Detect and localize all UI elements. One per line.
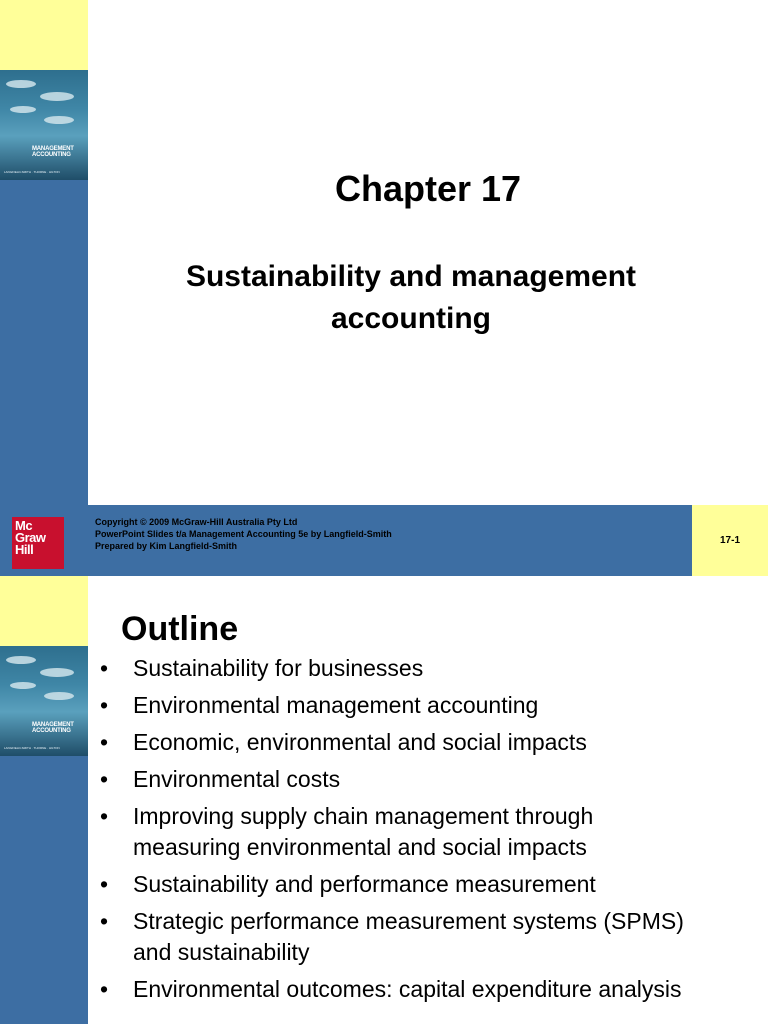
penguin-shape xyxy=(6,656,36,664)
list-item: • Environmental costs xyxy=(100,764,700,795)
penguin-shape xyxy=(40,92,74,101)
bullet-icon: • xyxy=(100,908,109,934)
bullet-icon: • xyxy=(100,729,109,755)
list-item: • Environmental outcomes: capital expenditure analysis xyxy=(100,974,700,1005)
penguin-shape xyxy=(44,116,74,124)
bullet-icon: • xyxy=(100,692,109,718)
penguin-shape xyxy=(44,692,74,700)
book-cover-image xyxy=(0,70,88,180)
bullet-icon: • xyxy=(100,871,109,897)
outline-slide xyxy=(0,576,768,1024)
bullet-icon: • xyxy=(100,803,109,829)
sidebar-yellow-band xyxy=(0,0,88,70)
list-item: • Improving supply chain management through measuring environmental and social impacts xyxy=(100,803,594,860)
list-item: • Strategic performance measurement systems (SPMS) and sustainability xyxy=(100,908,684,965)
chapter-title: Chapter 17 xyxy=(334,168,522,209)
sidebar-blue-band xyxy=(0,180,88,505)
sidebar-yellow-band xyxy=(0,576,88,646)
outline-heading: Outline xyxy=(121,610,239,648)
penguin-shape xyxy=(40,668,74,677)
logo-box: Mc Graw Hill xyxy=(12,517,64,569)
penguin-shape xyxy=(6,80,36,88)
list-item: • Sustainability and performance measurement xyxy=(100,869,700,900)
list-item: • Economic, environmental and social impacts xyxy=(100,727,700,758)
cover-title: MANAGEMENT ACCOUNTING xyxy=(32,722,74,734)
bullet-icon: • xyxy=(100,766,109,792)
list-item: • Environmental management accounting xyxy=(100,690,700,721)
bullet-icon: • xyxy=(100,976,109,1002)
sidebar-blue-band xyxy=(0,756,88,1024)
outline-list xyxy=(100,653,700,1011)
book-cover-image xyxy=(0,646,88,756)
penguin-shape xyxy=(10,682,36,689)
cover-authors: LANGFIELD-SMITH · THORNE · HILTON xyxy=(4,170,60,174)
chapter-subtitle: Sustainability and management accounting xyxy=(185,260,637,335)
mcgraw-hill-logo xyxy=(0,505,88,576)
penguin-shape xyxy=(10,106,36,113)
cover-title: MANAGEMENT ACCOUNTING xyxy=(32,146,74,158)
slide-footer xyxy=(0,505,768,576)
cover-authors: LANGFIELD-SMITH · THORNE · HILTON xyxy=(4,746,60,750)
page-number: 17-1 xyxy=(692,505,768,576)
copyright-text: Copyright © 2009 McGraw-Hill Australia Pty Ltd PowerPoint Slides t/a Management Accounting 5e by Langfield-Smith Prepared by Kim Langfield-Smith xyxy=(95,517,392,551)
bullet-icon: • xyxy=(100,655,109,681)
list-item: • Sustainability for businesses xyxy=(100,653,700,684)
